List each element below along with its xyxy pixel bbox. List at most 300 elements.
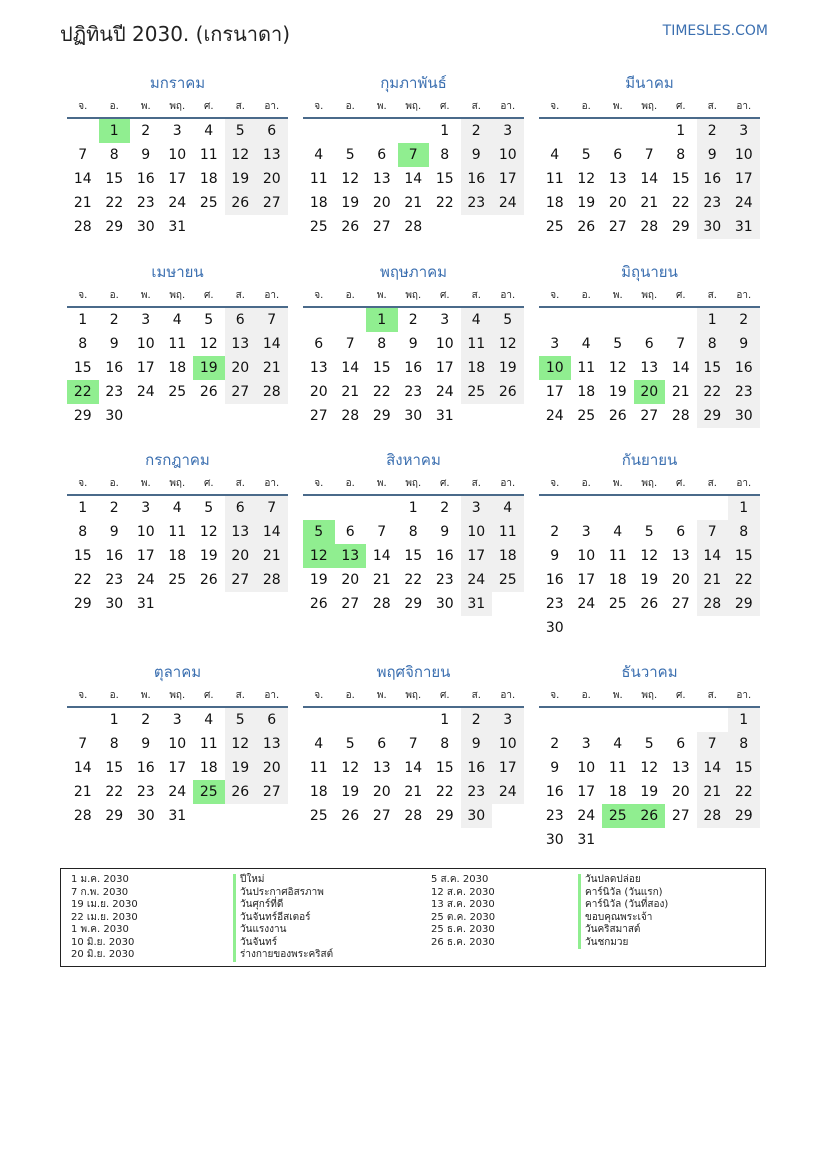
day-cell[interactable]: 27 [608, 219, 627, 235]
day-cell[interactable]: 9 [408, 336, 418, 352]
day-cell[interactable]: 7 [408, 736, 418, 752]
day-cell[interactable]: 4 [613, 524, 623, 540]
day-cell[interactable]: 19 [225, 167, 257, 191]
day-cell[interactable]: 2 [461, 708, 493, 732]
day-cell[interactable]: 29 [728, 592, 760, 616]
day-cell[interactable]: 28 [73, 219, 92, 235]
day-cell[interactable]: 29 [435, 808, 454, 824]
day-cell[interactable]: 30 [136, 808, 155, 824]
day-cell[interactable]: 22 [671, 195, 690, 211]
day-cell[interactable]: 3 [492, 708, 524, 732]
day-cell[interactable]: 9 [728, 332, 760, 356]
day-cell[interactable]: 13 [256, 143, 288, 167]
day-cell[interactable]: 15 [728, 756, 760, 780]
day-cell[interactable]: 22 [697, 380, 729, 404]
day-cell[interactable]: 26 [577, 219, 596, 235]
day-cell[interactable]: 4 [550, 147, 560, 163]
day-cell[interactable]: 31 [168, 219, 187, 235]
day-cell[interactable]: 20 [341, 572, 360, 588]
day-cell[interactable]: 15 [404, 548, 423, 564]
day-cell[interactable]: 26 [341, 808, 360, 824]
day-cell[interactable]: 13 [608, 171, 627, 187]
day-cell[interactable]: 22 [728, 780, 760, 804]
day-cell[interactable]: 18 [545, 195, 564, 211]
day-cell[interactable]: 11 [492, 520, 524, 544]
day-cell[interactable]: 16 [105, 360, 124, 376]
day-cell[interactable]: 23 [728, 380, 760, 404]
day-cell[interactable]: 24 [492, 780, 524, 804]
day-cell[interactable]: 22 [105, 784, 124, 800]
day-cell[interactable]: 5 [613, 336, 623, 352]
day-cell[interactable]: 21 [372, 572, 391, 588]
day-cell[interactable]: 17 [577, 784, 596, 800]
day-cell[interactable]: 9 [461, 143, 493, 167]
day-cell[interactable]: 22 [435, 195, 454, 211]
day-cell[interactable]: 3 [172, 123, 182, 139]
holiday-day[interactable]: 5 [303, 520, 335, 544]
day-cell[interactable]: 24 [136, 384, 155, 400]
day-cell[interactable]: 16 [545, 572, 564, 588]
day-cell[interactable]: 19 [341, 195, 360, 211]
day-cell[interactable]: 16 [545, 784, 564, 800]
day-cell[interactable]: 21 [697, 568, 729, 592]
day-cell[interactable]: 27 [341, 596, 360, 612]
day-cell[interactable]: 6 [225, 496, 257, 520]
day-cell[interactable]: 15 [435, 171, 454, 187]
day-cell[interactable]: 1 [408, 500, 418, 516]
day-cell[interactable]: 4 [314, 736, 324, 752]
day-cell[interactable]: 21 [671, 384, 690, 400]
day-cell[interactable]: 10 [728, 143, 760, 167]
day-cell[interactable]: 27 [256, 780, 288, 804]
day-cell[interactable]: 11 [199, 736, 218, 752]
day-cell[interactable]: 11 [608, 760, 627, 776]
day-cell[interactable]: 18 [461, 356, 493, 380]
day-cell[interactable]: 27 [372, 219, 391, 235]
day-cell[interactable]: 27 [225, 568, 257, 592]
holiday-day[interactable]: 20 [634, 380, 666, 404]
day-cell[interactable]: 23 [105, 572, 124, 588]
day-cell[interactable]: 28 [372, 596, 391, 612]
day-cell[interactable]: 8 [78, 336, 88, 352]
day-cell[interactable]: 1 [728, 496, 760, 520]
day-cell[interactable]: 22 [404, 572, 423, 588]
day-cell[interactable]: 16 [461, 756, 493, 780]
day-cell[interactable]: 25 [168, 572, 187, 588]
day-cell[interactable]: 24 [545, 408, 564, 424]
day-cell[interactable]: 15 [435, 760, 454, 776]
day-cell[interactable]: 6 [676, 736, 686, 752]
day-cell[interactable]: 7 [78, 736, 88, 752]
day-cell[interactable]: 3 [492, 119, 524, 143]
day-cell[interactable]: 27 [309, 408, 328, 424]
day-cell[interactable]: 2 [550, 524, 560, 540]
day-cell[interactable]: 8 [440, 736, 450, 752]
day-cell[interactable]: 30 [545, 620, 564, 636]
day-cell[interactable]: 23 [461, 191, 493, 215]
day-cell[interactable]: 25 [309, 808, 328, 824]
day-cell[interactable]: 7 [256, 496, 288, 520]
day-cell[interactable]: 5 [225, 708, 257, 732]
day-cell[interactable]: 4 [172, 312, 182, 328]
day-cell[interactable]: 16 [728, 356, 760, 380]
day-cell[interactable]: 19 [309, 572, 328, 588]
day-cell[interactable]: 21 [73, 195, 92, 211]
day-cell[interactable]: 11 [309, 760, 328, 776]
day-cell[interactable]: 31 [577, 832, 596, 848]
day-cell[interactable]: 5 [204, 312, 214, 328]
day-cell[interactable]: 30 [105, 596, 124, 612]
day-cell[interactable]: 23 [545, 808, 564, 824]
day-cell[interactable]: 8 [109, 736, 119, 752]
day-cell[interactable]: 12 [225, 732, 257, 756]
day-cell[interactable]: 10 [577, 548, 596, 564]
day-cell[interactable]: 18 [309, 195, 328, 211]
day-cell[interactable]: 17 [136, 360, 155, 376]
day-cell[interactable]: 18 [608, 784, 627, 800]
day-cell[interactable]: 6 [345, 524, 355, 540]
day-cell[interactable]: 9 [550, 548, 560, 564]
day-cell[interactable]: 27 [671, 808, 690, 824]
day-cell[interactable]: 14 [256, 332, 288, 356]
day-cell[interactable]: 15 [671, 171, 690, 187]
day-cell[interactable]: 11 [309, 171, 328, 187]
day-cell[interactable]: 17 [168, 760, 187, 776]
day-cell[interactable]: 25 [199, 195, 218, 211]
day-cell[interactable]: 7 [676, 336, 686, 352]
day-cell[interactable]: 29 [697, 404, 729, 428]
day-cell[interactable]: 15 [697, 356, 729, 380]
day-cell[interactable]: 21 [640, 195, 659, 211]
holiday-day[interactable]: 13 [335, 544, 367, 568]
day-cell[interactable]: 20 [372, 784, 391, 800]
day-cell[interactable]: 5 [345, 147, 355, 163]
day-cell[interactable]: 6 [613, 147, 623, 163]
day-cell[interactable]: 14 [341, 360, 360, 376]
day-cell[interactable]: 28 [697, 592, 729, 616]
holiday-day[interactable]: 1 [366, 308, 398, 332]
day-cell[interactable]: 16 [697, 167, 729, 191]
day-cell[interactable]: 27 [256, 191, 288, 215]
day-cell[interactable]: 28 [256, 568, 288, 592]
day-cell[interactable]: 30 [545, 832, 564, 848]
day-cell[interactable]: 5 [644, 736, 654, 752]
day-cell[interactable]: 6 [676, 524, 686, 540]
day-cell[interactable]: 24 [168, 784, 187, 800]
day-cell[interactable]: 1 [440, 123, 450, 139]
day-cell[interactable]: 28 [697, 804, 729, 828]
day-cell[interactable]: 13 [225, 332, 257, 356]
day-cell[interactable]: 18 [199, 171, 218, 187]
day-cell[interactable]: 9 [461, 732, 493, 756]
day-cell[interactable]: 9 [697, 143, 729, 167]
day-cell[interactable]: 20 [608, 195, 627, 211]
day-cell[interactable]: 15 [105, 171, 124, 187]
day-cell[interactable]: 10 [492, 732, 524, 756]
day-cell[interactable]: 15 [73, 360, 92, 376]
day-cell[interactable]: 24 [577, 808, 596, 824]
day-cell[interactable]: 1 [728, 708, 760, 732]
day-cell[interactable]: 11 [168, 524, 187, 540]
day-cell[interactable]: 6 [644, 336, 654, 352]
day-cell[interactable]: 12 [577, 171, 596, 187]
day-cell[interactable]: 25 [168, 384, 187, 400]
day-cell[interactable]: 14 [697, 756, 729, 780]
day-cell[interactable]: 2 [550, 736, 560, 752]
day-cell[interactable]: 16 [136, 760, 155, 776]
day-cell[interactable]: 30 [697, 215, 729, 239]
day-cell[interactable]: 15 [73, 548, 92, 564]
day-cell[interactable]: 30 [404, 408, 423, 424]
day-cell[interactable]: 17 [136, 548, 155, 564]
day-cell[interactable]: 12 [492, 332, 524, 356]
day-cell[interactable]: 14 [640, 171, 659, 187]
day-cell[interactable]: 21 [256, 356, 288, 380]
day-cell[interactable]: 27 [225, 380, 257, 404]
day-cell[interactable]: 1 [676, 123, 686, 139]
day-cell[interactable]: 29 [73, 596, 92, 612]
day-cell[interactable]: 24 [168, 195, 187, 211]
day-cell[interactable]: 31 [136, 596, 155, 612]
day-cell[interactable]: 5 [492, 308, 524, 332]
day-cell[interactable]: 4 [613, 736, 623, 752]
day-cell[interactable]: 11 [168, 336, 187, 352]
day-cell[interactable]: 17 [492, 167, 524, 191]
day-cell[interactable]: 8 [377, 336, 387, 352]
day-cell[interactable]: 1 [78, 500, 88, 516]
day-cell[interactable]: 15 [372, 360, 391, 376]
day-cell[interactable]: 18 [492, 544, 524, 568]
day-cell[interactable]: 17 [435, 360, 454, 376]
day-cell[interactable]: 28 [256, 380, 288, 404]
day-cell[interactable]: 31 [435, 408, 454, 424]
day-cell[interactable]: 4 [204, 712, 214, 728]
day-cell[interactable]: 17 [492, 756, 524, 780]
day-cell[interactable]: 8 [440, 147, 450, 163]
day-cell[interactable]: 20 [225, 356, 257, 380]
day-cell[interactable]: 26 [640, 596, 659, 612]
day-cell[interactable]: 9 [141, 147, 151, 163]
day-cell[interactable]: 3 [728, 119, 760, 143]
day-cell[interactable]: 9 [109, 336, 119, 352]
day-cell[interactable]: 10 [461, 520, 493, 544]
day-cell[interactable]: 4 [461, 308, 493, 332]
day-cell[interactable]: 10 [168, 736, 187, 752]
day-cell[interactable]: 29 [105, 808, 124, 824]
day-cell[interactable]: 13 [640, 360, 659, 376]
day-cell[interactable]: 29 [404, 596, 423, 612]
day-cell[interactable]: 20 [372, 195, 391, 211]
day-cell[interactable]: 29 [671, 219, 690, 235]
day-cell[interactable]: 23 [136, 195, 155, 211]
day-cell[interactable]: 22 [728, 568, 760, 592]
day-cell[interactable]: 8 [728, 732, 760, 756]
day-cell[interactable]: 13 [309, 360, 328, 376]
day-cell[interactable]: 28 [404, 219, 423, 235]
day-cell[interactable]: 7 [256, 308, 288, 332]
day-cell[interactable]: 7 [377, 524, 387, 540]
day-cell[interactable]: 20 [671, 572, 690, 588]
day-cell[interactable]: 12 [341, 171, 360, 187]
day-cell[interactable]: 11 [199, 147, 218, 163]
day-cell[interactable]: 18 [309, 784, 328, 800]
day-cell[interactable]: 8 [697, 332, 729, 356]
day-cell[interactable]: 20 [671, 784, 690, 800]
day-cell[interactable]: 9 [550, 760, 560, 776]
day-cell[interactable]: 1 [440, 712, 450, 728]
day-cell[interactable]: 6 [314, 336, 324, 352]
day-cell[interactable]: 3 [581, 524, 591, 540]
day-cell[interactable]: 13 [671, 548, 690, 564]
day-cell[interactable]: 23 [136, 784, 155, 800]
day-cell[interactable]: 28 [640, 219, 659, 235]
day-cell[interactable]: 17 [461, 544, 493, 568]
day-cell[interactable]: 2 [109, 312, 119, 328]
day-cell[interactable]: 15 [105, 760, 124, 776]
day-cell[interactable]: 14 [73, 760, 92, 776]
day-cell[interactable]: 18 [608, 572, 627, 588]
day-cell[interactable]: 6 [377, 736, 387, 752]
day-cell[interactable]: 22 [105, 195, 124, 211]
day-cell[interactable]: 5 [345, 736, 355, 752]
day-cell[interactable]: 19 [608, 384, 627, 400]
day-cell[interactable]: 18 [168, 548, 187, 564]
day-cell[interactable]: 25 [545, 219, 564, 235]
day-cell[interactable]: 12 [199, 524, 218, 540]
holiday-day[interactable]: 12 [303, 544, 335, 568]
day-cell[interactable]: 10 [577, 760, 596, 776]
day-cell[interactable]: 20 [225, 544, 257, 568]
day-cell[interactable]: 21 [404, 784, 423, 800]
day-cell[interactable]: 12 [341, 760, 360, 776]
day-cell[interactable]: 17 [577, 572, 596, 588]
day-cell[interactable]: 3 [581, 736, 591, 752]
day-cell[interactable]: 25 [492, 568, 524, 592]
day-cell[interactable]: 16 [105, 548, 124, 564]
day-cell[interactable]: 24 [435, 384, 454, 400]
day-cell[interactable]: 8 [78, 524, 88, 540]
day-cell[interactable]: 5 [204, 500, 214, 516]
day-cell[interactable]: 3 [550, 336, 560, 352]
day-cell[interactable]: 7 [697, 520, 729, 544]
day-cell[interactable]: 19 [225, 756, 257, 780]
day-cell[interactable]: 6 [225, 308, 257, 332]
holiday-day[interactable]: 10 [539, 356, 571, 380]
day-cell[interactable]: 7 [697, 732, 729, 756]
day-cell[interactable]: 8 [676, 147, 686, 163]
day-cell[interactable]: 29 [73, 408, 92, 424]
holiday-day[interactable]: 19 [193, 356, 225, 380]
day-cell[interactable]: 30 [105, 408, 124, 424]
day-cell[interactable]: 9 [109, 524, 119, 540]
day-cell[interactable]: 11 [608, 548, 627, 564]
day-cell[interactable]: 25 [461, 380, 493, 404]
day-cell[interactable]: 30 [728, 404, 760, 428]
day-cell[interactable]: 19 [492, 356, 524, 380]
day-cell[interactable]: 10 [168, 147, 187, 163]
day-cell[interactable]: 10 [492, 143, 524, 167]
day-cell[interactable]: 5 [225, 119, 257, 143]
holiday-day[interactable]: 25 [602, 804, 634, 828]
day-cell[interactable]: 5 [581, 147, 591, 163]
day-cell[interactable]: 29 [105, 219, 124, 235]
day-cell[interactable]: 1 [697, 308, 729, 332]
day-cell[interactable]: 2 [408, 312, 418, 328]
day-cell[interactable]: 14 [73, 171, 92, 187]
day-cell[interactable]: 31 [728, 215, 760, 239]
day-cell[interactable]: 4 [314, 147, 324, 163]
day-cell[interactable]: 17 [728, 167, 760, 191]
day-cell[interactable]: 19 [640, 784, 659, 800]
day-cell[interactable]: 20 [309, 384, 328, 400]
day-cell[interactable]: 27 [640, 408, 659, 424]
day-cell[interactable]: 14 [256, 520, 288, 544]
day-cell[interactable]: 17 [168, 171, 187, 187]
day-cell[interactable]: 30 [435, 596, 454, 612]
day-cell[interactable]: 7 [345, 336, 355, 352]
day-cell[interactable]: 25 [309, 219, 328, 235]
day-cell[interactable]: 30 [136, 219, 155, 235]
day-cell[interactable]: 23 [545, 596, 564, 612]
day-cell[interactable]: 29 [728, 804, 760, 828]
day-cell[interactable]: 2 [109, 500, 119, 516]
day-cell[interactable]: 23 [404, 384, 423, 400]
day-cell[interactable]: 30 [461, 804, 493, 828]
day-cell[interactable]: 23 [461, 780, 493, 804]
day-cell[interactable]: 14 [671, 360, 690, 376]
day-cell[interactable]: 13 [256, 732, 288, 756]
day-cell[interactable]: 18 [577, 384, 596, 400]
day-cell[interactable]: 31 [461, 592, 493, 616]
day-cell[interactable]: 24 [461, 568, 493, 592]
day-cell[interactable]: 4 [204, 123, 214, 139]
day-cell[interactable]: 9 [440, 524, 450, 540]
day-cell[interactable]: 22 [435, 784, 454, 800]
day-cell[interactable]: 28 [341, 408, 360, 424]
day-cell[interactable]: 26 [341, 219, 360, 235]
day-cell[interactable]: 10 [136, 336, 155, 352]
day-cell[interactable]: 4 [492, 496, 524, 520]
day-cell[interactable]: 19 [341, 784, 360, 800]
day-cell[interactable]: 26 [225, 191, 257, 215]
day-cell[interactable]: 22 [372, 384, 391, 400]
day-cell[interactable]: 18 [168, 360, 187, 376]
day-cell[interactable]: 21 [697, 780, 729, 804]
day-cell[interactable]: 11 [545, 171, 564, 187]
day-cell[interactable]: 13 [372, 171, 391, 187]
holiday-day[interactable]: 1 [99, 119, 131, 143]
day-cell[interactable]: 10 [136, 524, 155, 540]
day-cell[interactable]: 26 [199, 384, 218, 400]
day-cell[interactable]: 7 [78, 147, 88, 163]
holiday-day[interactable]: 25 [193, 780, 225, 804]
day-cell[interactable]: 13 [372, 760, 391, 776]
day-cell[interactable]: 11 [461, 332, 493, 356]
holiday-day[interactable]: 26 [634, 804, 666, 828]
day-cell[interactable]: 29 [372, 408, 391, 424]
day-cell[interactable]: 21 [341, 384, 360, 400]
day-cell[interactable]: 26 [225, 780, 257, 804]
day-cell[interactable]: 20 [256, 756, 288, 780]
day-cell[interactable]: 9 [141, 736, 151, 752]
day-cell[interactable]: 3 [141, 312, 151, 328]
day-cell[interactable]: 14 [372, 548, 391, 564]
day-cell[interactable]: 2 [141, 712, 151, 728]
day-cell[interactable]: 21 [73, 784, 92, 800]
day-cell[interactable]: 3 [141, 500, 151, 516]
holiday-day[interactable]: 7 [398, 143, 430, 167]
day-cell[interactable]: 14 [697, 544, 729, 568]
